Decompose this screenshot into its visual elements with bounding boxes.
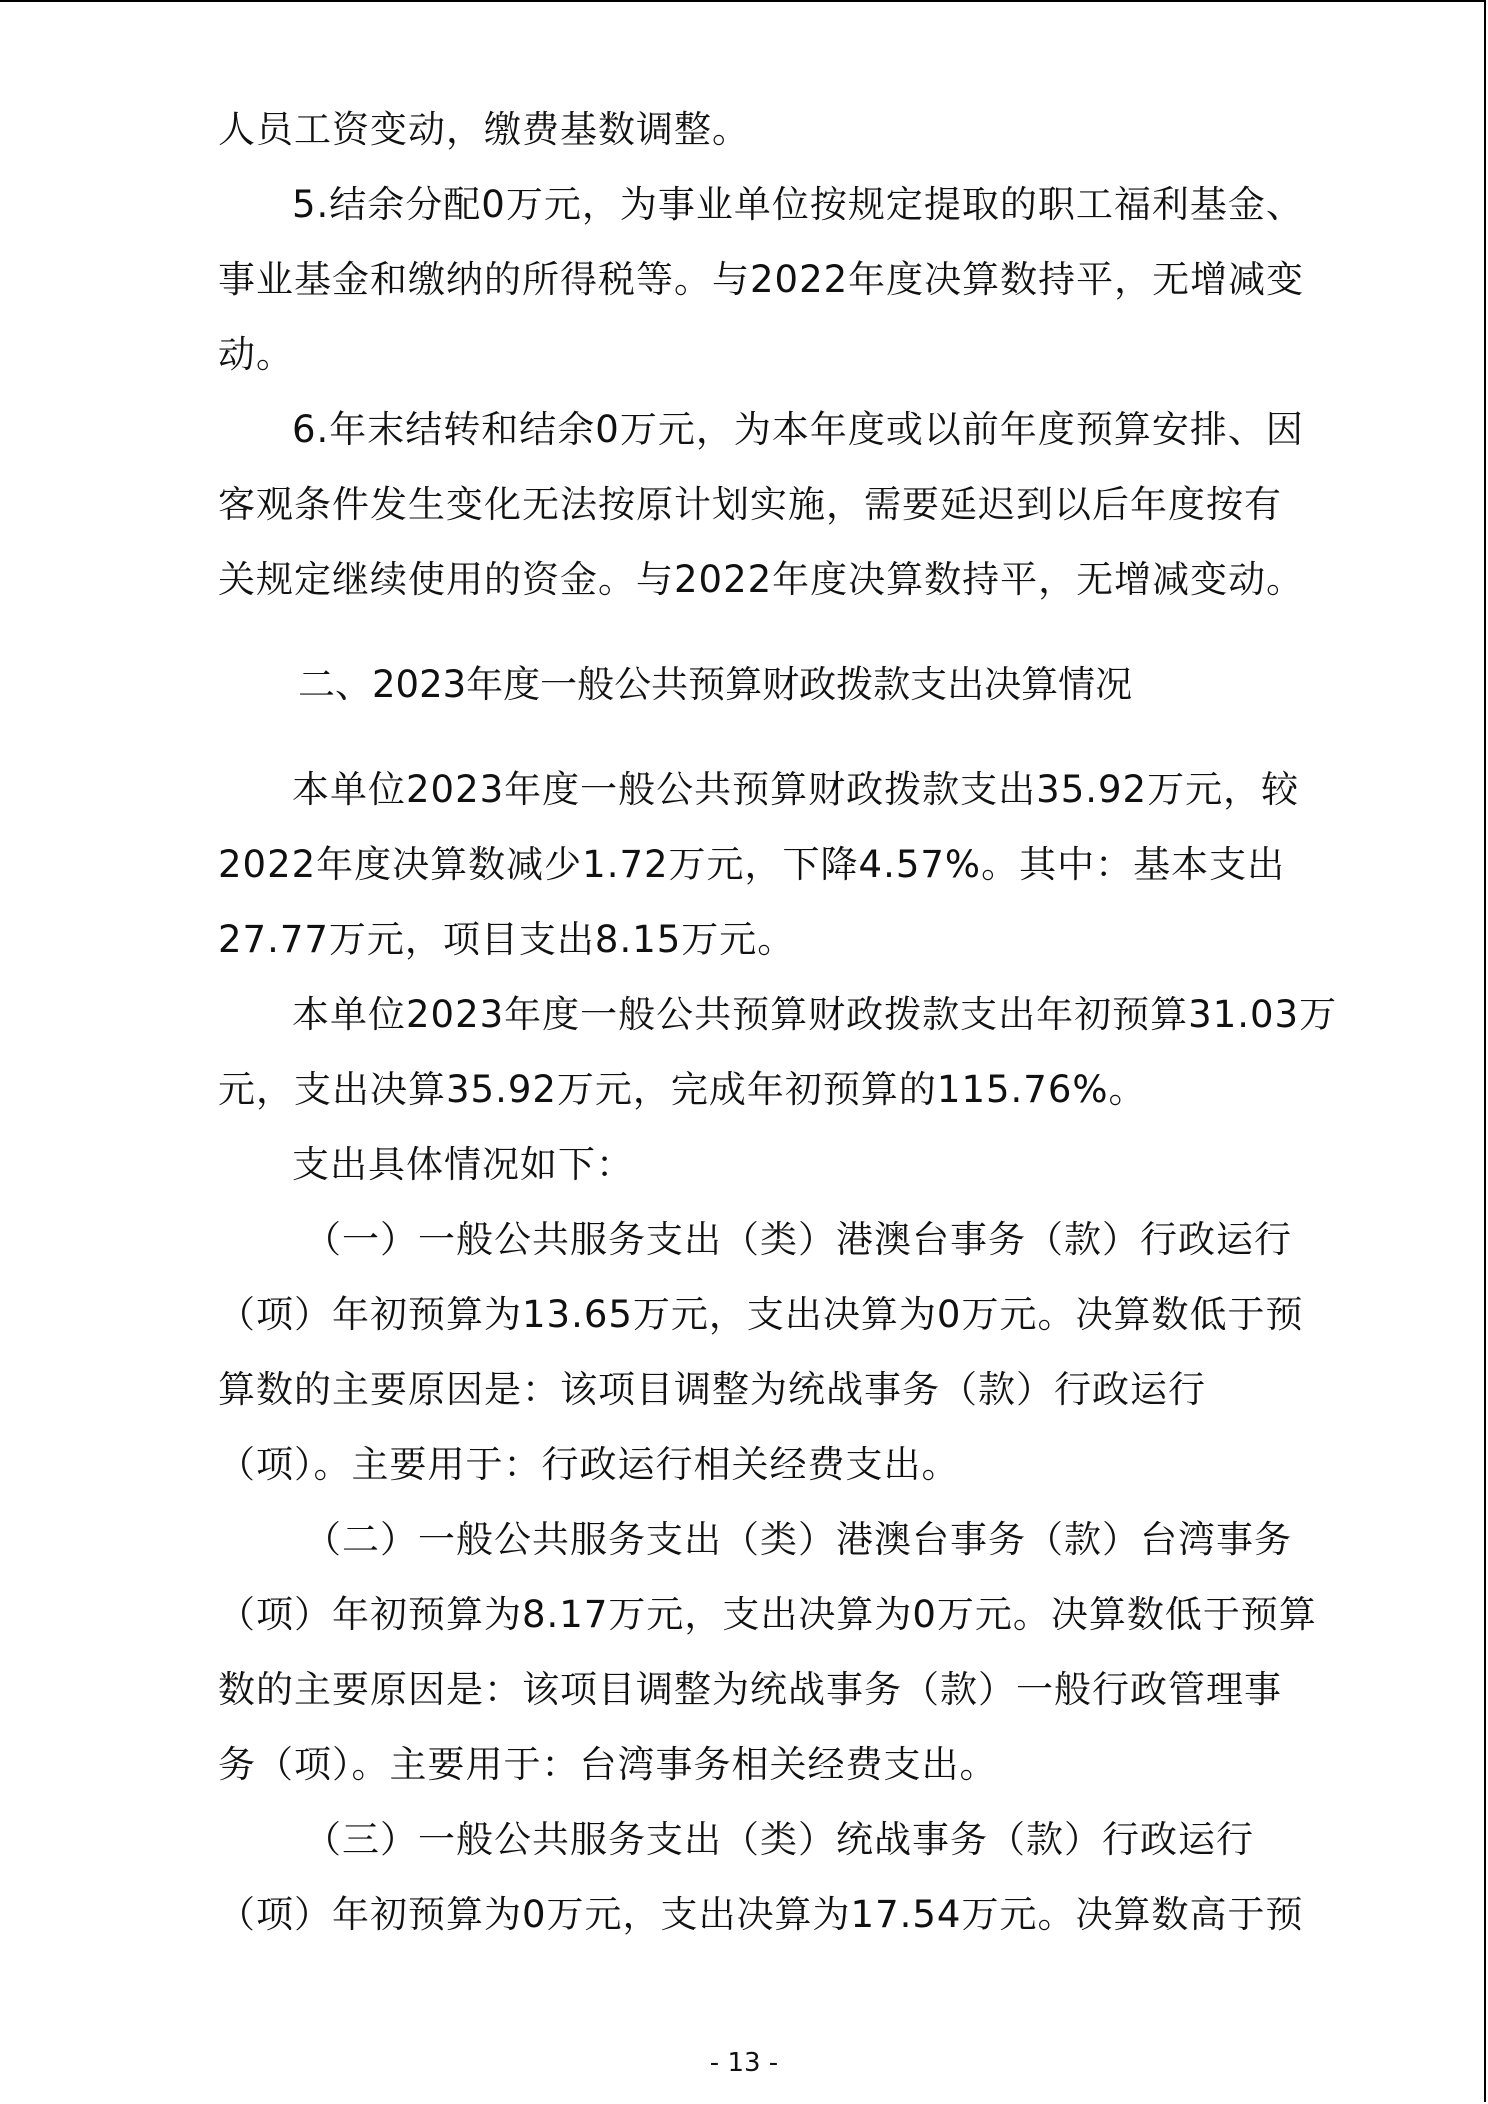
text-line: 支出具体情况如下： xyxy=(292,1143,634,1186)
text-line: 事业基金和缴纳的所得税等。与2022年度决算数持平，无增减变 xyxy=(218,258,1305,301)
text-line: （项）年初预算为8.17万元，支出决算为0万元。决算数低于预算 xyxy=(218,1593,1317,1636)
text-line: 人员工资变动，缴费基数调整。 xyxy=(218,108,750,151)
text-line: （项）年初预算为0万元，支出决算为17.54万元。决算数高于预 xyxy=(218,1893,1304,1936)
text-line: 本单位2023年度一般公共预算财政拨款支出年初预算31.03万 xyxy=(292,993,1338,1036)
text-line: 算数的主要原因是：该项目调整为统战事务（款）行政运行 xyxy=(218,1368,1206,1411)
section-heading: 二、2023年度一般公共预算财政拨款支出决算情况 xyxy=(298,663,1133,706)
text-line: 元，支出决算35.92万元，完成年初预算的115.76%。 xyxy=(218,1068,1147,1111)
text-line: 动。 xyxy=(218,333,294,376)
text-line: （二）一般公共服务支出（类）港澳台事务（款）台湾事务 xyxy=(304,1518,1292,1561)
text-line: （一）一般公共服务支出（类）港澳台事务（款）行政运行 xyxy=(304,1218,1292,1261)
text-line: （项）年初预算为13.65万元，支出决算为0万元。决算数低于预 xyxy=(218,1293,1304,1336)
text-line: 2022年度决算数减少1.72万元，下降4.57%。其中：基本支出 xyxy=(218,843,1286,886)
text-line: 关规定继续使用的资金。与2022年度决算数持平，无增减变动。 xyxy=(218,558,1305,601)
text-line: （三）一般公共服务支出（类）统战事务（款）行政运行 xyxy=(304,1818,1254,1861)
text-line: 务（项）。主要用于：台湾事务相关经费支出。 xyxy=(218,1743,998,1786)
text-line: 数的主要原因是：该项目调整为统战事务（款）一般行政管理事 xyxy=(218,1668,1282,1711)
text-line: 6.年末结转和结余0万元，为本年度或以前年度预算安排、因 xyxy=(292,408,1304,451)
text-line: 本单位2023年度一般公共预算财政拨款支出35.92万元，较 xyxy=(292,768,1300,811)
text-line: 5.结余分配0万元，为事业单位按规定提取的职工福利基金、 xyxy=(292,183,1304,226)
text-line: （项）。主要用于：行政运行相关经费支出。 xyxy=(218,1443,960,1486)
text-line: 客观条件发生变化无法按原计划实施，需要延迟到以后年度按有 xyxy=(218,483,1282,526)
document-body xyxy=(218,92,1338,1952)
text-line: 27.77万元，项目支出8.15万元。 xyxy=(218,918,796,961)
page-number: - 13 - xyxy=(709,2048,779,2078)
